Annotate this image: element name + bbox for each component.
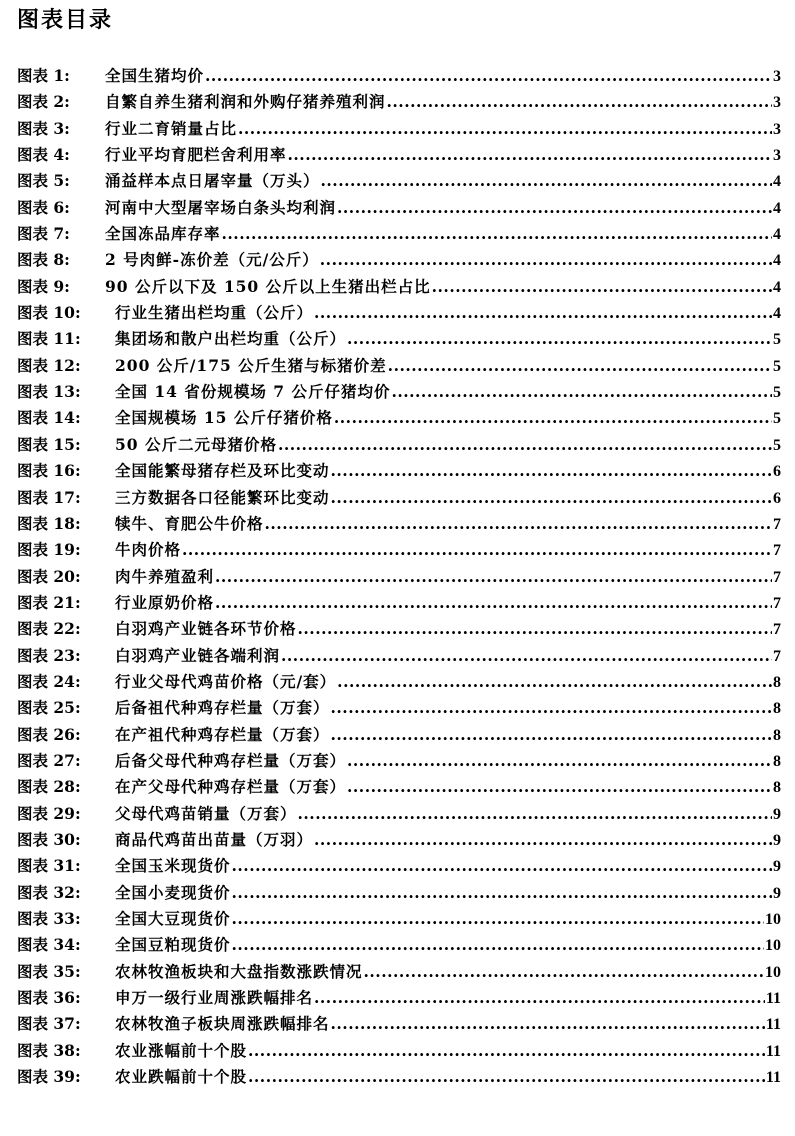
figure-title: 在产父母代种鸡存栏量（万套）	[115, 777, 347, 797]
dot-leader	[314, 303, 772, 322]
figure-label: 图表 28:	[17, 777, 81, 797]
figure-label: 图表 23:	[17, 645, 81, 665]
toc-entry[interactable]	[17, 459, 781, 485]
figure-title: 申万一级行业周涨跌幅排名	[115, 988, 314, 1008]
figure-title: 牛肉价格	[115, 540, 182, 560]
page-number: 5	[773, 436, 781, 454]
figure-label: 图表 34:	[17, 935, 81, 955]
dot-leader	[298, 619, 772, 638]
dot-leader	[288, 145, 772, 164]
toc-entry[interactable]	[17, 565, 781, 591]
page-number: 8	[773, 673, 781, 691]
figure-title: 200 公斤/175 公斤生猪与标猪价差	[115, 355, 387, 375]
dot-leader	[337, 672, 772, 691]
figure-title: 在产祖代种鸡存栏量（万套）	[115, 724, 330, 744]
figure-label: 图表 36:	[17, 988, 81, 1008]
toc-entry[interactable]	[17, 802, 781, 828]
dot-leader	[331, 488, 772, 507]
figure-title: 全国冻品库存率	[105, 224, 221, 244]
page-number: 3	[773, 68, 781, 85]
figure-label: 图表 29:	[17, 803, 81, 823]
toc-entry[interactable]	[17, 222, 781, 248]
toc-entry[interactable]	[17, 723, 781, 749]
toc-entry[interactable]	[17, 248, 781, 274]
figure-title: 行业平均育肥栏舍利用率	[105, 145, 287, 165]
figure-title: 全国豆粕现货价	[115, 935, 231, 955]
toc-entry[interactable]	[17, 617, 781, 643]
figure-label: 图表 5:	[17, 171, 70, 191]
page-number: 10	[765, 911, 781, 928]
toc-entry[interactable]	[17, 354, 781, 380]
page-number: 5	[773, 357, 781, 375]
dot-leader	[331, 461, 772, 480]
toc-entry[interactable]	[17, 538, 781, 564]
page-number: 6	[773, 489, 781, 507]
figure-title: 后备祖代种鸡存栏量（万套）	[115, 698, 330, 718]
figure-title: 白羽鸡产业链各环节价格	[115, 619, 297, 639]
figure-label: 图表 38:	[17, 1040, 81, 1060]
dot-leader	[215, 593, 772, 612]
figure-label: 图表 19:	[17, 540, 81, 560]
dot-leader	[331, 698, 772, 717]
page-number: 11	[765, 1042, 781, 1060]
dot-leader	[388, 356, 772, 375]
page-number: 7	[773, 647, 781, 665]
page-number: 9	[773, 831, 781, 849]
figure-title: 自繁自养生猪利润和外购仔猪养殖利润	[105, 92, 386, 112]
toc-entry[interactable]	[17, 749, 781, 775]
toc-entry[interactable]	[17, 327, 781, 353]
dot-leader	[320, 250, 772, 269]
page-number: 5	[773, 410, 781, 428]
page-number: 4	[773, 278, 781, 296]
page-number: 7	[773, 515, 781, 533]
figure-label: 图表 31:	[17, 856, 81, 876]
figure-title: 2 号肉鲜-冻价差（元/公斤）	[105, 250, 319, 270]
figure-label: 图表 33:	[17, 909, 81, 928]
toc-entry[interactable]	[17, 169, 781, 195]
page-number: 11	[765, 990, 781, 1008]
page-number: 3	[773, 120, 781, 138]
figure-label: 图表 4:	[17, 145, 70, 165]
toc-entry[interactable]	[17, 512, 781, 538]
toc-entry[interactable]	[17, 275, 781, 301]
page-number: 7	[773, 542, 781, 560]
toc-entry[interactable]	[17, 854, 781, 880]
figure-title: 集团场和散户出栏均重（公斤）	[115, 329, 347, 349]
figure-title: 全国小麦现货价	[115, 882, 231, 902]
toc-entry[interactable]	[17, 960, 781, 986]
dot-leader	[278, 435, 772, 454]
page-number: 4	[773, 199, 781, 217]
figure-title: 90 公斤以下及 150 公斤以上生猪出栏占比	[105, 276, 431, 296]
figure-title: 父母代鸡苗销量（万套）	[115, 803, 297, 823]
dot-leader	[215, 567, 772, 586]
figure-title: 行业生猪出栏均重（公斤）	[115, 303, 314, 323]
dot-leader	[331, 1014, 765, 1033]
page-number: 3	[773, 147, 781, 165]
page-number: 8	[773, 726, 781, 744]
dot-leader	[248, 1067, 765, 1086]
dot-leader	[232, 935, 764, 954]
dot-leader	[364, 962, 764, 981]
figure-title: 50 公斤二元母猪价格	[115, 434, 277, 454]
toc-entry[interactable]	[17, 1012, 781, 1038]
dot-leader	[298, 804, 772, 823]
figure-label: 图表 37:	[17, 1014, 81, 1034]
figure-title: 白羽鸡产业链各端利润	[115, 645, 281, 665]
dot-leader	[321, 171, 772, 190]
page-number: 8	[773, 779, 781, 797]
toc-entry[interactable]	[17, 775, 781, 801]
toc-entry[interactable]	[17, 433, 781, 459]
figure-title: 全国能繁母猪存栏及环比变动	[115, 461, 330, 481]
dot-leader	[347, 777, 772, 796]
dot-leader	[337, 198, 772, 217]
page-number: 3	[773, 94, 781, 112]
toc-entry[interactable]	[17, 196, 781, 222]
figure-label: 图表 1:	[17, 66, 70, 85]
figure-title: 行业原奶价格	[115, 592, 215, 612]
figure-label: 图表 10:	[17, 303, 81, 323]
figure-title: 商品代鸡苗出苗量（万羽）	[115, 829, 314, 849]
toc-entry[interactable]	[17, 64, 781, 90]
figure-label: 图表 9:	[17, 276, 70, 296]
page-number: 6	[773, 463, 781, 481]
figure-label: 图表 7:	[17, 224, 70, 244]
figure-label: 图表 30:	[17, 829, 81, 849]
page-number: 8	[773, 700, 781, 718]
dot-leader	[222, 224, 772, 243]
page-number: 11	[765, 1016, 781, 1034]
page-number: 10	[765, 937, 781, 955]
figure-title: 后备父母代种鸡存栏量（万套）	[115, 750, 347, 770]
page-number: 9	[773, 858, 781, 876]
toc-entry[interactable]	[17, 696, 781, 722]
figure-label: 图表 15:	[17, 434, 81, 454]
dot-leader	[182, 540, 772, 559]
dot-leader	[265, 514, 772, 533]
dot-leader	[248, 1041, 765, 1060]
figure-label: 图表 2:	[17, 92, 70, 112]
page-number: 7	[773, 621, 781, 639]
page-number: 4	[773, 173, 781, 191]
figure-label: 图表 22:	[17, 619, 81, 639]
dot-leader	[347, 329, 772, 348]
dot-leader	[232, 856, 772, 875]
page-number: 8	[773, 752, 781, 770]
figure-label: 图表 39:	[17, 1067, 81, 1087]
toc-entry[interactable]	[17, 406, 781, 432]
figure-label: 图表 11:	[17, 329, 81, 349]
page-number: 7	[773, 568, 781, 586]
toc-entry[interactable]	[17, 670, 781, 696]
dot-leader	[334, 408, 772, 427]
figure-label: 图表 8:	[17, 250, 70, 270]
dot-leader	[432, 277, 772, 296]
page-number: 9	[773, 805, 781, 823]
toc-entry[interactable]	[17, 828, 781, 854]
figure-label: 图表 26:	[17, 724, 81, 744]
figure-label: 图表 14:	[17, 408, 81, 428]
figure-label: 图表 35:	[17, 961, 81, 981]
toc-entry[interactable]	[17, 486, 781, 512]
page-number: 4	[773, 305, 781, 323]
dot-leader	[238, 119, 772, 138]
dot-leader	[232, 883, 772, 902]
figure-title: 河南中大型屠宰场白条头均利润	[105, 197, 337, 217]
figure-title: 全国规模场 15 公斤仔猪价格	[115, 408, 333, 428]
figure-label: 图表 20:	[17, 566, 81, 586]
page-number: 11	[765, 1069, 781, 1087]
toc-entry[interactable]	[17, 117, 781, 143]
dot-leader	[331, 725, 772, 744]
figure-title: 全国 14 省份规模场 7 公斤仔猪均价	[115, 382, 391, 402]
page-number: 7	[773, 594, 781, 612]
toc-entry[interactable]	[17, 933, 781, 959]
figure-title: 犊牛、育肥公牛价格	[115, 513, 264, 533]
figure-label: 图表 16:	[17, 461, 81, 481]
figure-label: 图表 18:	[17, 513, 81, 533]
dot-leader	[347, 751, 772, 770]
figure-title: 农林牧渔板块和大盘指数涨跌情况	[115, 961, 363, 981]
dot-leader	[205, 66, 772, 85]
page-number: 9	[773, 884, 781, 902]
page-number: 4	[773, 226, 781, 244]
toc-entry[interactable]	[17, 907, 781, 933]
figure-label: 图表 3:	[17, 118, 70, 138]
dot-leader	[281, 646, 772, 665]
figure-label: 图表 27:	[17, 750, 81, 770]
dot-leader	[314, 830, 772, 849]
toc-entry[interactable]	[17, 90, 781, 116]
figure-label: 图表 24:	[17, 671, 81, 691]
figure-label: 图表 6:	[17, 197, 70, 217]
figure-title: 全国大豆现货价	[115, 909, 231, 928]
toc-entry[interactable]	[17, 143, 781, 169]
page-number: 5	[773, 384, 781, 402]
dot-leader	[232, 909, 764, 928]
figure-title: 农业涨幅前十个股	[115, 1040, 248, 1060]
figure-title: 涌益样本点日屠宰量（万头）	[105, 171, 320, 191]
toc-entry[interactable]	[17, 591, 781, 617]
figure-title: 行业父母代鸡苗价格（元/套）	[115, 671, 337, 691]
page-number: 10	[765, 963, 781, 981]
figure-title: 农业跌幅前十个股	[115, 1067, 248, 1087]
figure-label: 图表 13:	[17, 382, 81, 402]
figure-index-list	[17, 64, 781, 1091]
figure-title: 三方数据各口径能繁环比变动	[115, 487, 330, 507]
figure-title: 肉牛养殖盈利	[115, 566, 215, 586]
figure-title: 行业二育销量占比	[105, 118, 238, 138]
figure-label: 图表 21:	[17, 592, 81, 612]
page-number: 4	[773, 252, 781, 270]
toc-entry[interactable]	[17, 986, 781, 1012]
toc-entry[interactable]	[17, 1039, 781, 1065]
figure-title: 全国玉米现货价	[115, 856, 231, 876]
toc-entry[interactable]	[17, 380, 781, 406]
dot-leader	[387, 92, 772, 111]
figure-title: 全国生猪均价	[105, 66, 205, 85]
toc-entry[interactable]	[17, 644, 781, 670]
figure-title: 农林牧渔子板块周涨跌幅排名	[115, 1014, 330, 1034]
figure-label: 图表 25:	[17, 698, 81, 718]
dot-leader	[314, 988, 765, 1007]
figure-label: 图表 12:	[17, 355, 81, 375]
figure-label: 图表 32:	[17, 882, 81, 902]
toc-entry[interactable]	[17, 301, 781, 327]
toc-entry[interactable]	[17, 881, 781, 907]
dot-leader	[391, 382, 772, 401]
page-title: 图表目录	[17, 8, 114, 33]
figure-label: 图表 17:	[17, 487, 81, 507]
page-number: 5	[773, 331, 781, 349]
toc-entry[interactable]	[17, 1065, 781, 1091]
